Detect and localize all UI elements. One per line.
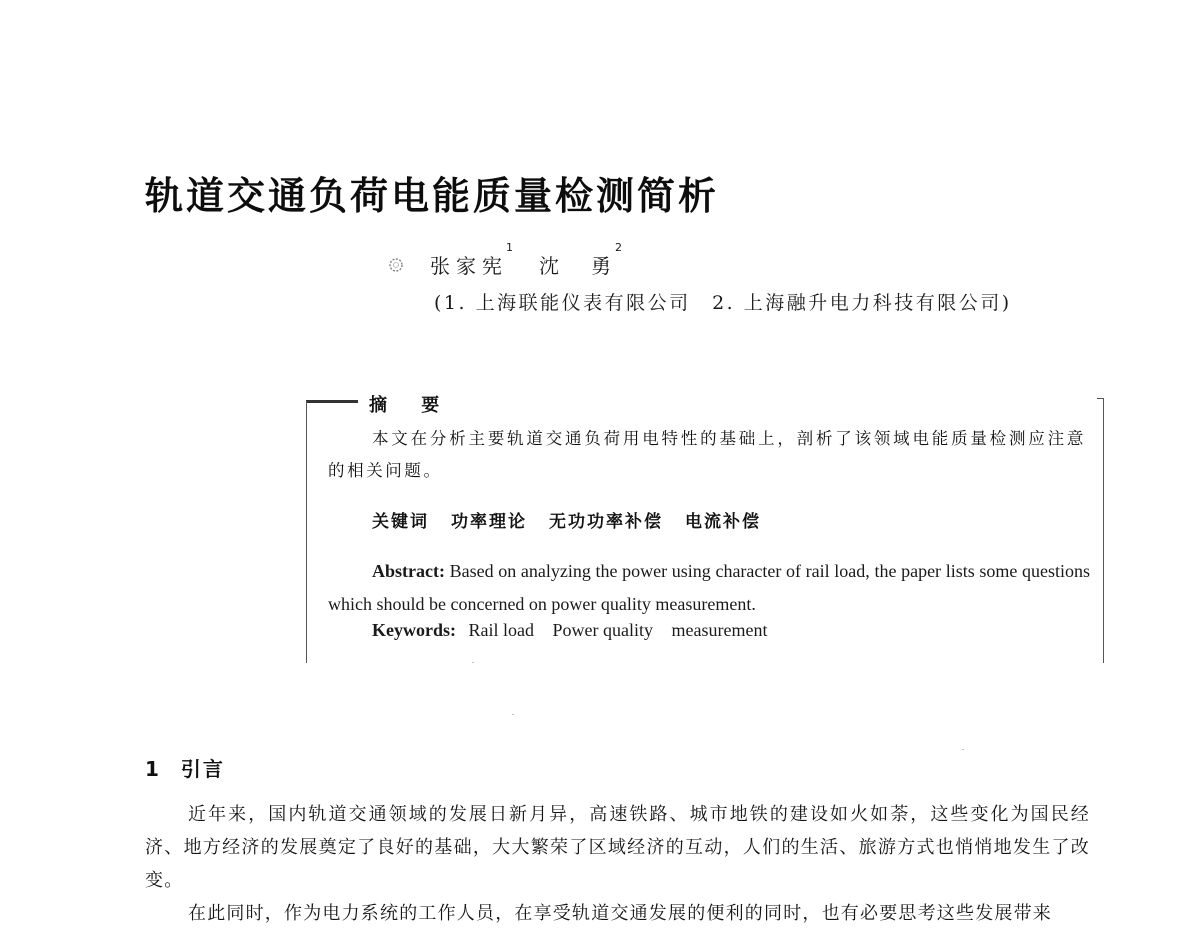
section-title: 引言 <box>180 757 225 781</box>
abstract-text-en <box>328 555 1090 621</box>
keywords-label-cn: 关键词 <box>372 512 429 532</box>
section-heading <box>145 753 225 782</box>
keyword-en-2: Power quality <box>552 620 653 640</box>
section-number: 1 <box>145 757 159 781</box>
author-sup-2: 2 <box>615 241 622 254</box>
author-line <box>388 241 622 279</box>
body-paragraph: 在此同时，作为电力系统的工作人员，在享受轨道交通发展的便利的同时，也有必要思考这些发展带来 <box>188 903 1052 924</box>
author-name-2: 沈 勇 <box>539 254 617 278</box>
body-paragraph: 近年来，国内轨道交通领域的发展日新月异，高速铁路、城市地铁的建设如火如荼，这些变化为国民经济、地方经济的发展奠定了良好的基础，大大繁荣了区域经济的互动，人们的生活、旅游方式也悄悄地发生了改变。 <box>145 804 1090 891</box>
abstract-text-cn: 本文在分析主要轨道交通负荷用电特性的基础上，剖析了该领域电能质量检测应注意的相关问题。 <box>328 429 1086 480</box>
keywords-cn <box>372 507 783 532</box>
abstract-box-corner-left <box>306 400 358 403</box>
abstract-body-en: Based on analyzing the power using character of rail load, the paper lists some questions which should be concerned on power quality measurement. <box>328 561 1090 614</box>
paper-title: 轨道交通负荷电能质量检测简析 <box>145 173 720 218</box>
abstract-box-left-rule <box>306 401 307 663</box>
abstract-heading: 摘 要 <box>369 395 454 416</box>
keyword-cn-3: 电流补偿 <box>685 512 761 532</box>
author-name-1: 张家宪 <box>430 254 508 278</box>
affiliation-line: (1. 上海联能仪表有限公司 2. 上海融升电力科技有限公司) <box>434 292 1012 314</box>
scan-ring-icon <box>388 257 404 273</box>
keyword-cn-2: 无功功率补偿 <box>549 512 663 532</box>
keyword-cn-1: 功率理论 <box>451 512 527 532</box>
abstract-box-right-rule <box>1103 399 1104 663</box>
keyword-en-1: Rail load <box>468 620 534 640</box>
author-sup-1: 1 <box>506 241 513 254</box>
abstract-label-en: Abstract: <box>372 561 445 581</box>
keywords-label-en: Keywords: <box>372 620 456 640</box>
keyword-en-3: measurement <box>671 620 768 640</box>
abstract-box <box>306 395 1104 665</box>
keywords-en <box>372 620 767 641</box>
